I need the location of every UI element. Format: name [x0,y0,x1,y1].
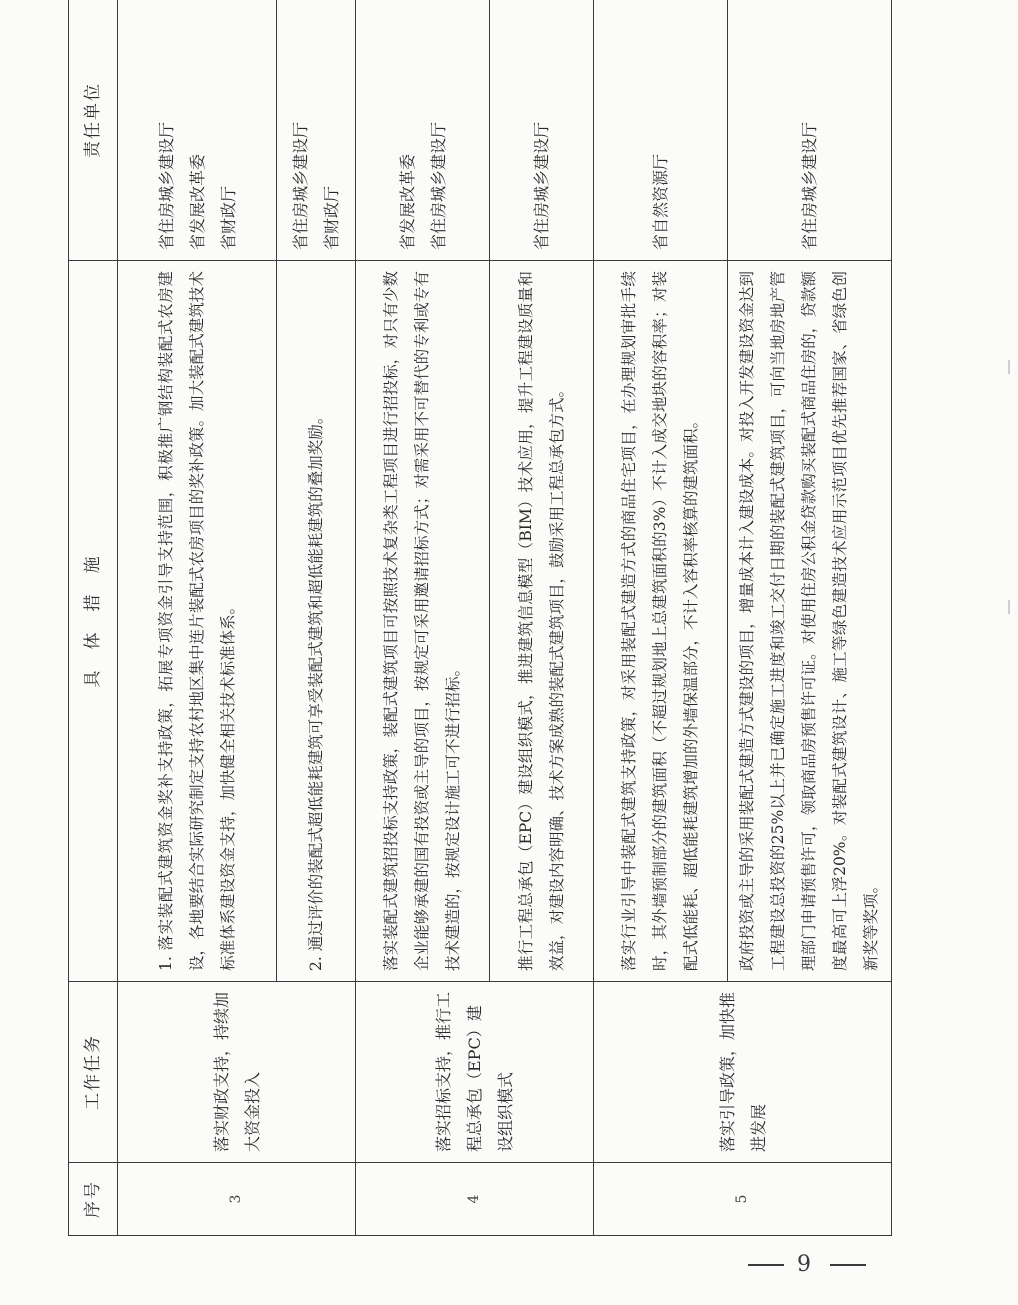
table-row [356,0,490,1236]
row-unit [490,0,594,261]
scan-edge-mark [1008,360,1010,374]
row-number: 3 [118,1163,356,1236]
page-number-text: 9 [797,1252,817,1277]
row-unit [118,0,277,261]
page-number [748,1252,866,1277]
row-unit [277,0,356,261]
table-header-row [69,0,118,1236]
header-measure: 具 体 措 施 [69,261,118,982]
header-no: 序号 [69,1163,118,1236]
unit-text: 省住房城乡建设厅 省发展改革委 省财政厅 [156,121,238,250]
row-unit [356,0,490,261]
row-measure: 1. 落实装配式建筑资金奖补支持政策，拓展专项资金引导支持范围，积极推广钢结构装配式农房建设，各地要结合实际研究制定支持农村地区集中连片装配式农房项目的奖补政策。加大装配式建筑技术标准体系建设资金支持，加快健全相关技术标准体系。 [118,261,277,982]
header-unit: 责任单位 [69,0,118,261]
scan-edge-mark [1008,600,1010,614]
row-measure: 政府投资或主导的采用装配式建造方式建设的项目，增量成本计入建设成本。对投入开发建设资金达到工程建设总投资的25%以上并已确定施工进度和竣工交付日期的装配式建筑项目，可向当地房地产管理部门申请预售许可，领取商品房预售许可证。对使用住房公积金贷款购买装配式商品住房的，贷款额度最高可上浮20%。对装配式建筑设计、施工等绿色建造技术应用示范项目优先推荐国家、省绿色创新奖等奖项。 [728,261,892,982]
row-measure: 推行工程总承包（EPC）建设组织模式，推进建筑信息模型（BIM）技术应用，提升工程建设质量和效益，对建设内容明确、技术方案成熟的装配式建筑项目，鼓励采用工程总承包方式。 [490,261,594,982]
row-measure: 2. 通过评价的装配式超低能耗建筑可享受装配式建筑和超低能耗建筑的叠加奖励。 [277,261,356,982]
row-task: 落实财政支持，持续加大资金投入 [118,982,356,1163]
header-task: 工作任务 [69,982,118,1163]
row-unit [594,0,728,261]
dash-left [748,1264,784,1266]
row-task: 落实招标支持，推行工程总承包（EPC）建设组织模式 [356,982,594,1163]
unit-text: 省住房城乡建设厅 省财政厅 [291,121,341,250]
unit-text: 省住房城乡建设厅 [800,121,819,250]
row-unit [728,0,892,261]
row-number: 4 [356,1163,594,1236]
unit-text: 省住房城乡建设厅 [532,121,551,250]
row-measure: 落实行业引导中装配式建筑支持政策，对采用装配式建造方式的商品住宅项目，在办理规划审批手续时，其外墙预制部分的建筑面积（不超过规划地上总建筑面积的3%）不计入成交地块的容积率；对装配式低能耗、超低能耗建筑增加的外墙保温部分，不计入容积率核算的建筑面积。 [594,261,728,982]
row-task: 落实引导政策，加快推进发展 [594,982,892,1163]
table-row [118,0,277,1236]
table-row [594,0,728,1236]
rotated-table-wrapper [68,64,880,1236]
row-number: 5 [594,1163,892,1236]
unit-text: 省发展改革委 省住房城乡建设厅 [397,121,448,250]
dash-right [830,1264,866,1266]
row-measure: 落实装配式建筑招投标支持政策，装配式建筑项目可按照技术复杂类工程项目进行招投标，对只有少数企业能够承建的国有投资或主导的项目，按规定可采用邀请招标方式；对需采用不可替代的专利或专有技术建造的，按规定设计施工可不进行招标。 [356,261,490,982]
unit-text: 省自然资源厅 [651,153,670,250]
task-table [68,0,892,1236]
